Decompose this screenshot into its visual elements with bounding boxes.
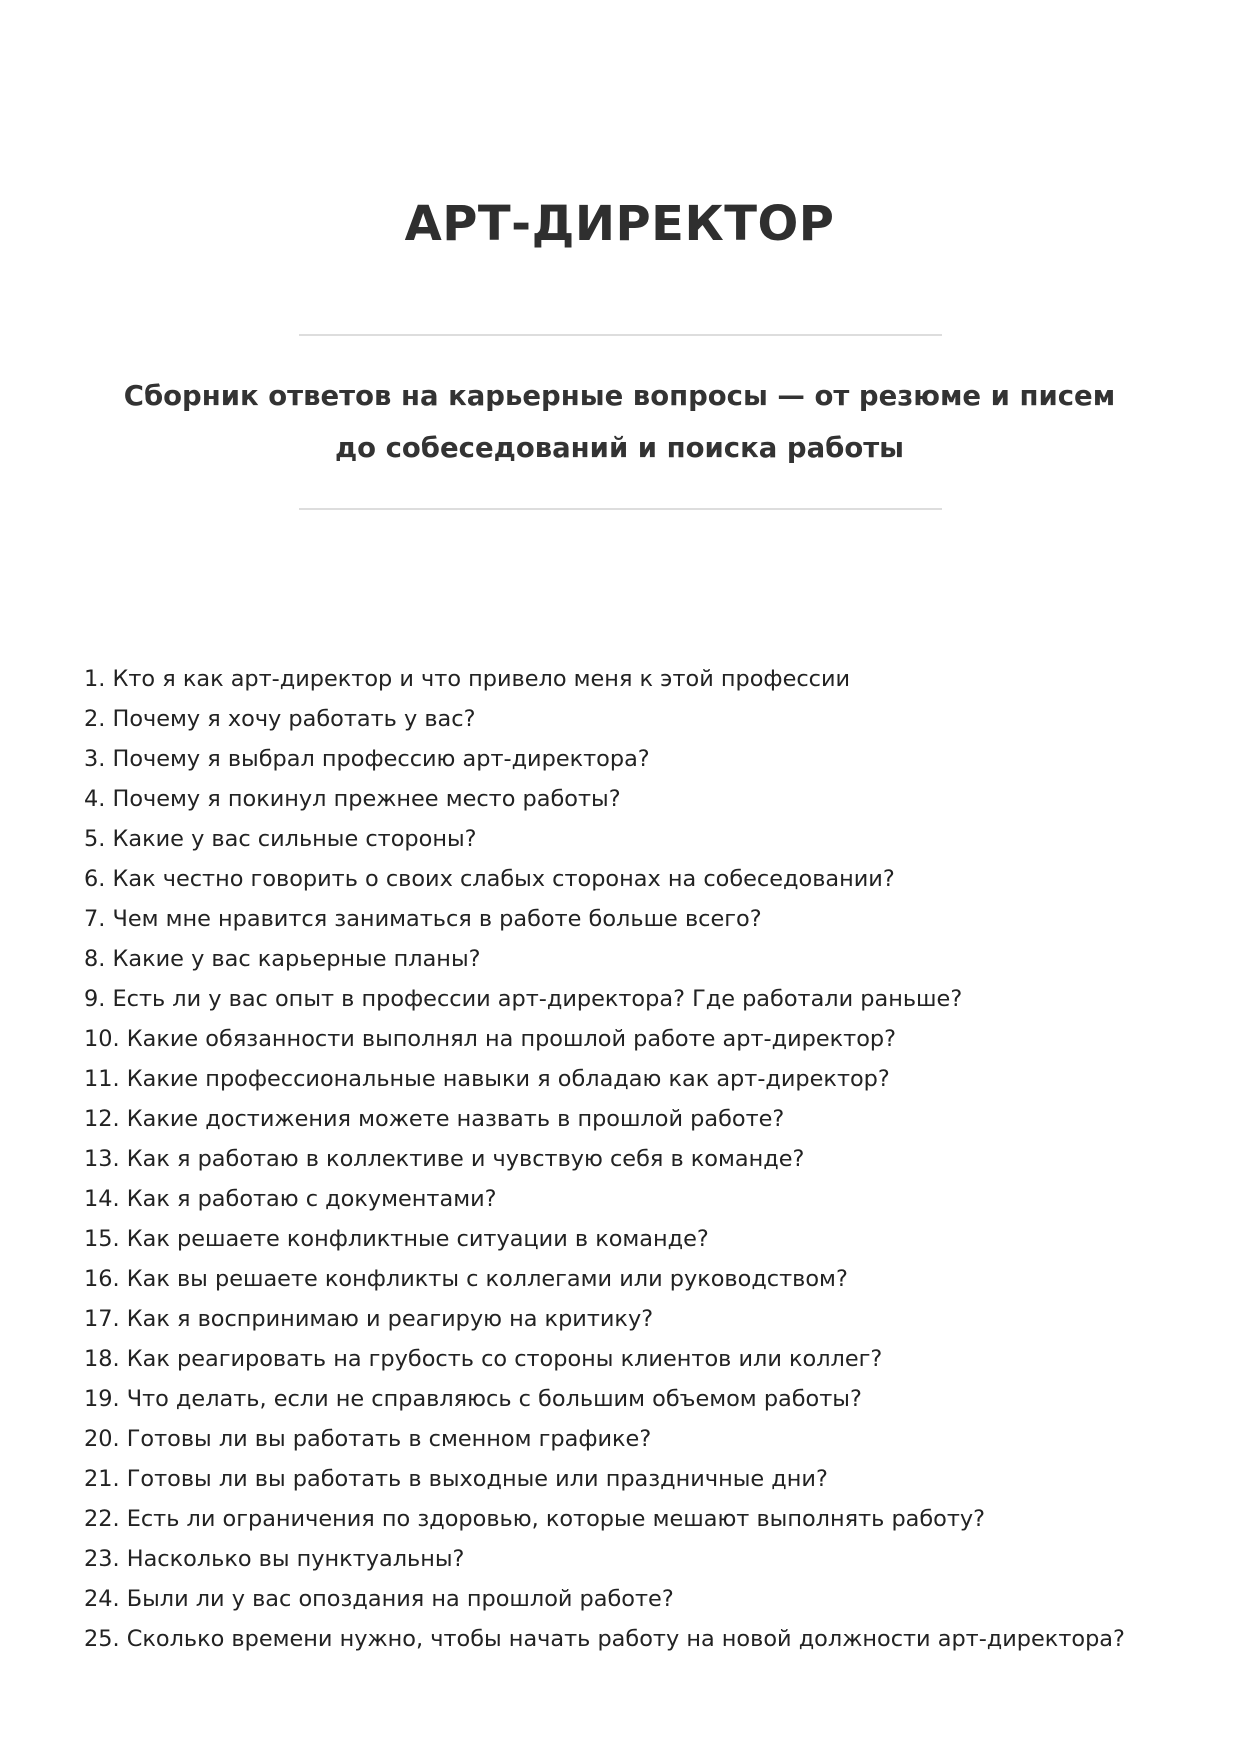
page-title: АРТ-ДИРЕКТОР: [404, 196, 835, 252]
question-item: 19. Что делать, если не справляюсь с большим объемом работы?: [84, 1386, 862, 1412]
question-item: 4. Почему я покинул прежнее место работы?: [84, 786, 621, 812]
question-item: 10. Какие обязанности выполнял на прошлой работе арт-директор?: [84, 1026, 896, 1052]
page-subtitle: Сборник ответов на карьерные вопросы — от резюме и писем до собеседований и поиска работы: [123, 380, 1116, 464]
question-item: 9. Есть ли у вас опыт в профессии арт-директора? Где работали раньше?: [84, 986, 963, 1012]
question-item: 1. Кто я как арт-директор и что привело меня к этой профессии: [84, 666, 851, 692]
question-item: 18. Как реагировать на грубость со стороны клиентов или коллег?: [84, 1346, 883, 1372]
question-list: [84, 659, 1204, 1659]
question-item: 17. Как я воспринимаю и реагирую на критику?: [84, 1306, 654, 1332]
question-item: 7. Чем мне нравится заниматься в работе больше всего?: [84, 906, 762, 932]
question-item: 2. Почему я хочу работать у вас?: [84, 706, 476, 732]
question-item: 20. Готовы ли вы работать в сменном графике?: [84, 1426, 652, 1452]
question-item: 8. Какие у вас карьерные планы?: [84, 946, 481, 972]
question-item: 6. Как честно говорить о своих слабых сторонах на собеседовании?: [84, 866, 895, 892]
question-item: 11. Какие профессиональные навыки я обладаю как арт-директор?: [84, 1066, 890, 1092]
question-item: 23. Насколько вы пунктуальны?: [84, 1546, 465, 1572]
question-item: 15. Как решаете конфликтные ситуации в команде?: [84, 1226, 709, 1252]
question-item: 22. Есть ли ограничения по здоровью, которые мешают выполнять работу?: [84, 1506, 986, 1532]
question-item: 25. Сколько времени нужно, чтобы начать работу на новой должности арт-директора?: [84, 1626, 1125, 1652]
question-item: 24. Были ли у вас опоздания на прошлой работе?: [84, 1586, 674, 1612]
question-item: 16. Как вы решаете конфликты с коллегами или руководством?: [84, 1266, 848, 1292]
question-item: 3. Почему я выбрал профессию арт-директора?: [84, 746, 650, 772]
question-item: 13. Как я работаю в коллективе и чувствую себя в команде?: [84, 1146, 805, 1172]
question-item: 5. Какие у вас сильные стороны?: [84, 826, 477, 852]
bottom-divider: [299, 508, 942, 510]
question-item: 12. Какие достижения можете назвать в прошлой работе?: [84, 1106, 785, 1132]
question-item: 14. Как я работаю с документами?: [84, 1186, 497, 1212]
question-item: 21. Готовы ли вы работать в выходные или праздничные дни?: [84, 1466, 828, 1492]
top-divider: [299, 334, 942, 336]
